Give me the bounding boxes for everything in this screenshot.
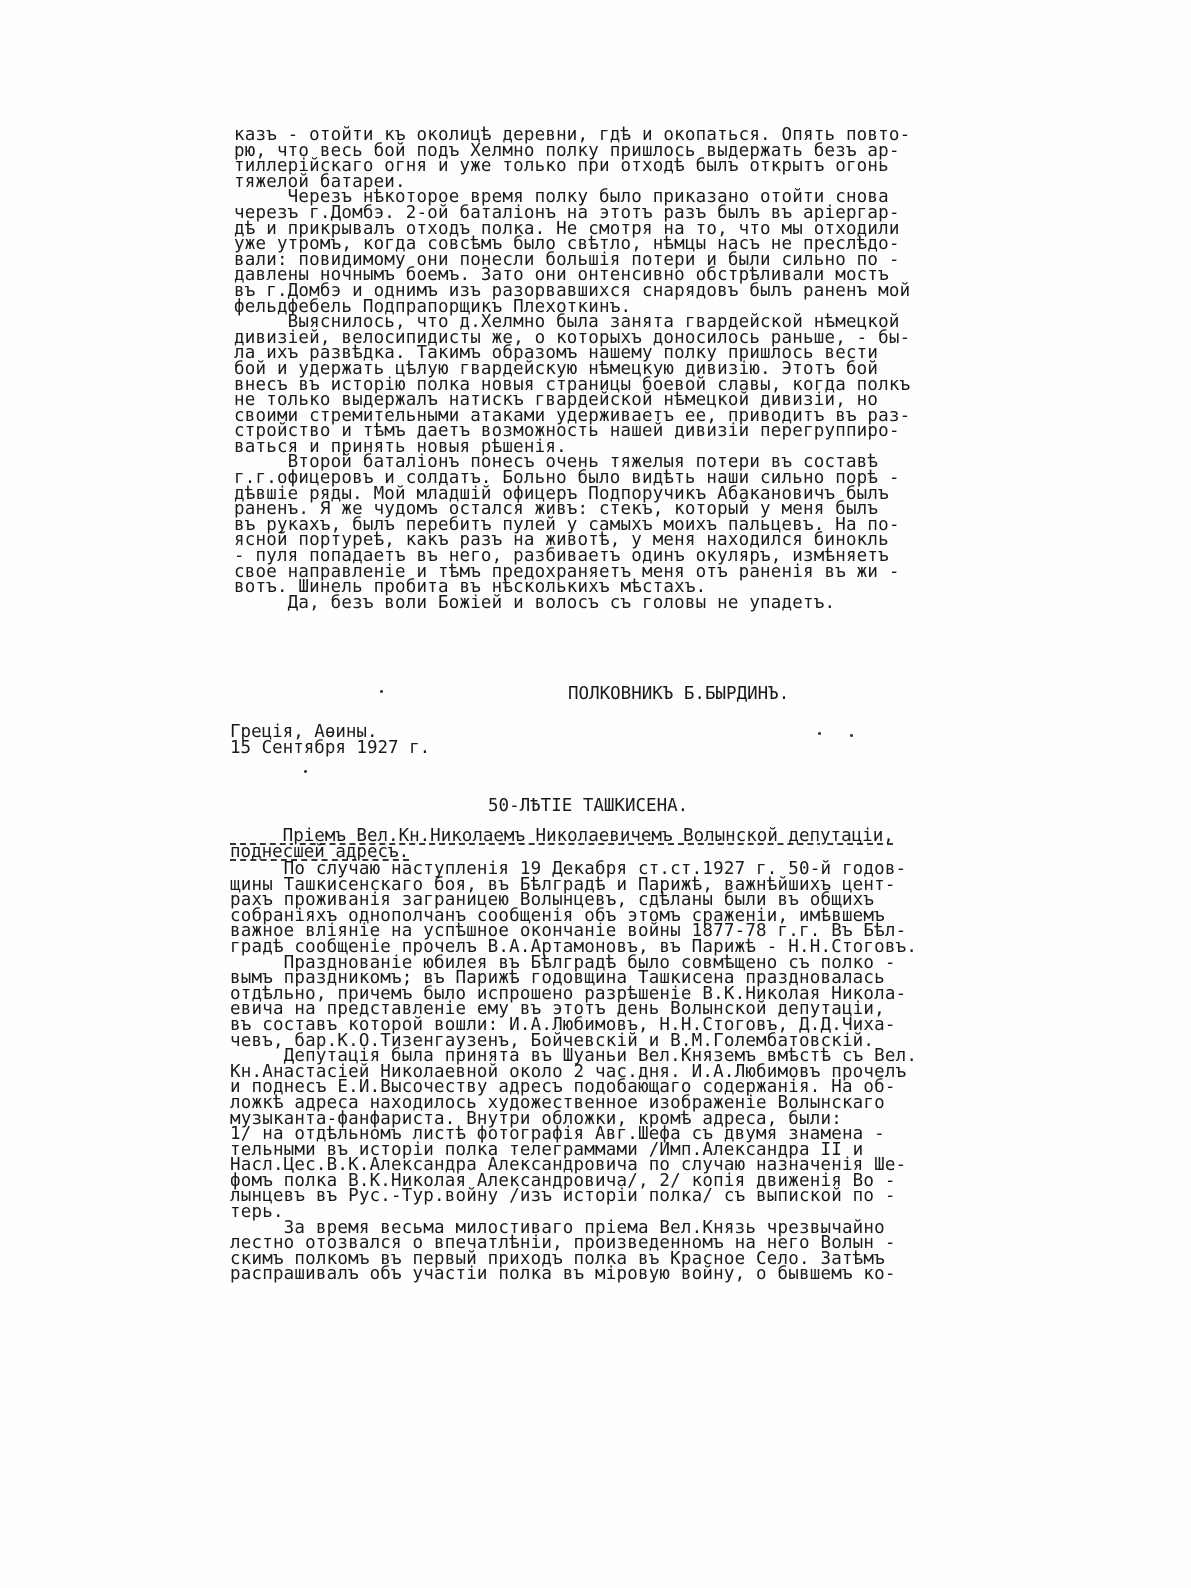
- text-line: ложкѣ адреса находилось художественное изображеніе Волынскаго: [230, 1092, 885, 1113]
- text-line: тиллерійскаго огня и уже только при отходѣ былъ открытъ огонь: [234, 156, 889, 177]
- text-line: г.г.офицеровъ и солдатъ. Больно было видѣть наши сильно порѣ -: [234, 468, 900, 489]
- text-line: вымъ праздникомъ; въ Парижѣ годовщина Ташкисена праздновалась: [230, 968, 885, 989]
- text-line: раненъ. Я же чудомъ остался живъ: стекъ, который у меня былъ: [234, 499, 879, 520]
- text-line: скимъ полкомъ въ первый приходъ полка въ Красное Село. Затѣмъ: [230, 1248, 885, 1269]
- text-line: рахъ проживанія заграницею Волынцевъ, сдѣланы были въ общихъ: [230, 890, 875, 911]
- text-line: градѣ сообщеніе прочелъ В.А.Артамоновъ, въ Парижѣ - Н.Н.Стоговъ.: [230, 936, 918, 957]
- text-line: рю, что весь бой подъ Хелмно полку пришлось выдержать безъ ар-: [234, 140, 900, 161]
- text-line: ясной портуреѣ, какъ разъ на животѣ, у меня находился бинокль: [234, 530, 889, 551]
- text-line: ла ихъ развѣдка. Такимъ образомъ нашему полку пришлось вести: [234, 343, 879, 364]
- text-line: не только выдержалъ натискъ гвардейской нѣмецкой дивизіи, но: [234, 390, 879, 411]
- text-line: уже утромъ, когда совсѣмъ было свѣтло, нѣмцы насъ не преслѣдо-: [234, 234, 900, 255]
- text-line: Черезъ нѣкоторое время полку было приказано отойти снова: [234, 187, 889, 208]
- text-line: лынцевъ въ Рус.-Тур.войну /изъ исторіи полка/ съ выпиской по -: [230, 1186, 896, 1207]
- section-title: 50-ЛѢТІЕ ТАШКИСЕНА.: [488, 796, 689, 816]
- text-line: въ г.Домбэ и однимъ изъ разорвавшихся снарядовъ былъ раненъ мой: [234, 280, 911, 301]
- text-line: своими стремительными атаками удерживаетъ ее, приводитъ въ раз-: [234, 405, 911, 426]
- text-line: фомъ полка В.К.Николая Александровича/, 2/ копія движенія Во -: [230, 1170, 896, 1191]
- text-line: Кн.Анастасіей Николаевной около 2 час.дня. И.А.Любимовъ прочелъ: [230, 1061, 907, 1082]
- text-line: ваться и принять новыя рѣшенія.: [234, 436, 567, 457]
- ink-speck: [850, 734, 853, 737]
- text-line: щины Ташкисенскаго боя, въ Бѣлградѣ и Парижѣ, важнѣйшихъ цент-: [230, 874, 896, 895]
- place-and-date: [230, 724, 430, 756]
- text-line: собраніяхъ однополчанъ сообщенія объ этомъ сраженіи, имѣвшемъ: [230, 905, 885, 926]
- subtitle-line: Пріемъ Вел.Кн.Николаемъ Николаевичемъ Волынской депутаціи,: [230, 826, 894, 846]
- text-line: распрашивалъ объ участіи полка въ міровую войну, о бывшемъ ко-: [230, 1264, 896, 1285]
- text-line: По случаю наступленія 19 Декабря ст.ст.1927 г. 50-й годов-: [230, 859, 907, 879]
- ink-speck: [818, 732, 821, 735]
- text-line: вали: повидимому они понесли большія потери и были сильно по -: [234, 249, 900, 270]
- text-line: Насл.Цес.В.К.Александра Александровича по случаю назначенія Ше-: [230, 1155, 907, 1176]
- text-line: стройство и тѣмъ даетъ возможность нашей дивизіи перегруппиро-: [234, 421, 900, 442]
- text-line: отдѣльно, причемъ было испрошено разрѣшеніе В.К.Николая Никола-: [230, 983, 907, 1004]
- text-line: Второй баталіонъ понесъ очень тяжелыя потери въ составѣ: [234, 452, 879, 473]
- text-line: вотъ. Шинель пробита въ нѣсколькихъ мѣстахъ.: [234, 577, 707, 598]
- text-line: давлены ночнымъ боемъ. Зато они онтенсивно обстрѣливали мостъ: [234, 265, 889, 286]
- body-text-part-2: [230, 859, 990, 1285]
- text-line: дѣ и прикрывалъ отходъ полка. Не смотря на то, что мы отходили: [234, 218, 900, 239]
- text-line: 1/ на отдѣльномъ листѣ фотографія Авг.Шефа съ двумя знамена -: [230, 1124, 885, 1145]
- text-line: лестно отозвался о впечатлѣніи, произведенномъ на него Волын -: [230, 1233, 896, 1254]
- text-line: важное вліяніе на успѣшное окончаніе войны 1877-78 г.г. Въ Бѣл-: [230, 921, 907, 942]
- text-line: тельными въ исторіи полка телеграммами /Имп.Александра II и: [230, 1139, 864, 1160]
- text-line: и поднесъ Е.И.Высочеству адресъ подобающаго содержанія. На об-: [230, 1077, 896, 1098]
- text-line: евича на представленіе ему въ этотъ день Волынской депутаціи,: [230, 999, 885, 1020]
- text-line: терь.: [230, 1202, 284, 1223]
- ink-speck: [380, 690, 383, 693]
- text-line: фельдфебель Подпрапорщикъ Плехоткинъ.: [234, 296, 632, 317]
- text-line: свое направленіе и тѣмъ предохраняетъ меня отъ раненія въ жи -: [234, 561, 900, 582]
- text-line: Празднованіе юбилея въ Бѣлградѣ было совмѣщено съ полко -: [230, 952, 896, 973]
- signature: ПОЛКОВНИКЪ Б.БЫРДИНЪ.: [568, 684, 790, 704]
- text-line: Да, безъ воли Божіей и волосъ съ головы не упадетъ.: [234, 592, 836, 613]
- text-line: - пуля попадаетъ въ него, разбиваетъ одинъ окуляръ, измѣняетъ: [234, 546, 889, 567]
- body-text-part-1: [234, 125, 994, 613]
- text-line: дивизіей, велосипидисты же, о которыхъ доносилось раньше, - бы-: [234, 327, 911, 348]
- text-line: музыканта-фанфариста. Внутри обложки, кромѣ адреса, были:: [230, 1108, 842, 1129]
- text-line: черезъ г.Домбэ. 2-ой баталіонъ на этотъ разъ былъ въ аріергар-: [234, 202, 900, 223]
- place-date-line: Греція, Аѳины.: [230, 722, 378, 742]
- subtitle-line: поднесшей адресъ.: [230, 842, 410, 862]
- text-line: Депутація была принята въ Шуаньи Вел.Княземъ вмѣстѣ съ Вел.: [230, 1046, 918, 1067]
- text-line: казъ - отойти къ околицѣ деревни, гдѣ и окопаться. Опять повто-: [234, 125, 911, 145]
- text-line: Выяснилось, что д.Хелмно была занята гвардейской нѣмецкой: [234, 312, 900, 333]
- place-date-line: 15 Сентября 1927 г.: [230, 738, 431, 758]
- text-line: тяжелой батареи.: [234, 171, 406, 192]
- text-line: бой и удержать цѣлую гвардейскую нѣмецкую дивизію. Этотъ бой: [234, 358, 879, 379]
- text-line: внесъ въ исторію полка новыя страницы боевой славы, когда полкъ: [234, 374, 911, 395]
- text-line: За время весьма милостиваго пріема Вел.Князь чрезвычайно: [230, 1217, 885, 1238]
- ink-speck: [304, 770, 307, 773]
- text-line: чевъ, бар.К.О.Тизенгаузенъ, Бойчевскій и В.М.Голембатовскій.: [230, 1030, 875, 1051]
- text-line: въ составъ которой вошли: И.А.Любимовъ, Н.Н.Стоговъ, Д.Д.Чиха-: [230, 1014, 896, 1035]
- text-line: дѣвшіе ряды. Мой младшій офицеръ Подпоручикъ Абакановичъ былъ: [234, 483, 889, 504]
- section-subtitle: [230, 828, 894, 860]
- text-line: въ рукахъ, былъ перебитъ пулей у самыхъ моихъ пальцевъ. На по-: [234, 514, 900, 535]
